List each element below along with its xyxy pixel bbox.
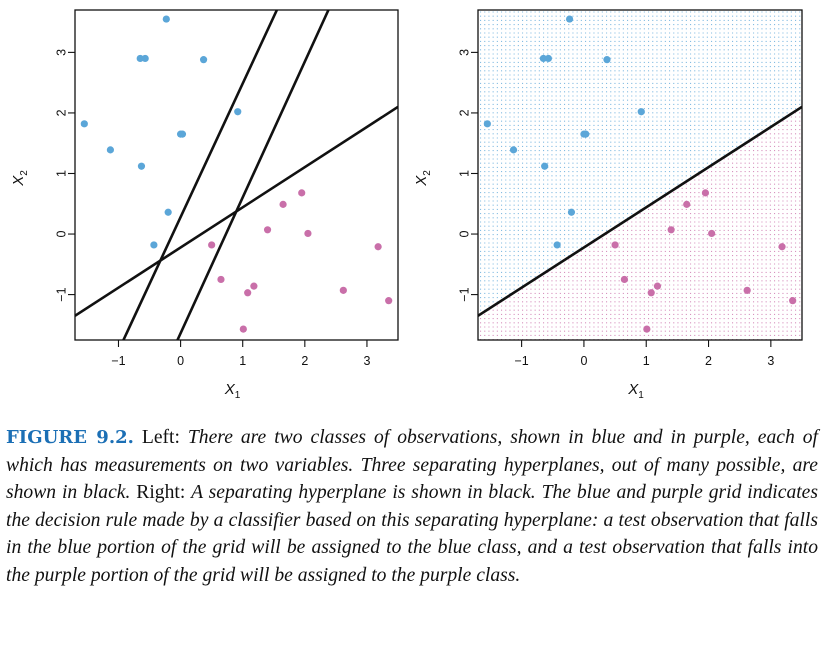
point-purple-3 [264,226,271,233]
plot-frame [75,10,398,340]
x-axis-label-main: X [224,381,235,398]
point-purple-8 [250,283,257,290]
point-purple-5 [208,241,215,248]
y-axis-label-main: X [10,175,27,186]
x-axis-label [627,381,644,401]
point-blue-3 [545,55,552,62]
x-axis-label-main: X [628,381,639,398]
point-purple-12 [643,326,650,333]
point-blue-12 [150,241,157,248]
x-tick-label: −1 [514,354,529,368]
point-blue-8 [179,131,186,138]
plot-right [413,10,802,401]
y-axis-label-subscript: 2 [19,170,30,176]
x-tick-label: 2 [301,354,309,368]
point-purple-11 [385,297,392,304]
x-tick-label: 1 [642,354,650,368]
point-purple-6 [375,243,382,250]
plot-frame [478,10,802,340]
point-blue-3 [142,55,149,62]
point-purple-6 [778,243,785,250]
y-tick-label: 0 [457,230,472,238]
point-blue-11 [568,209,575,216]
x-axis-label [224,381,241,401]
point-purple-2 [683,201,690,208]
x-tick-label: 3 [767,354,775,368]
x-tick-label: −1 [111,354,126,368]
hyperplanes [75,10,398,340]
point-blue-9 [107,146,114,153]
point-blue-10 [541,163,548,170]
point-purple-5 [611,241,618,248]
point-blue-11 [165,209,172,216]
point-blue-8 [582,131,589,138]
point-blue-10 [138,163,145,170]
point-blue-6 [638,108,645,115]
point-purple-4 [708,230,715,237]
point-purple-11 [789,297,796,304]
y-tick-label: 2 [457,109,472,117]
point-blue-6 [234,108,241,115]
point-purple-9 [244,289,251,296]
y-axis-label-main: X [413,175,430,186]
point-purple-8 [654,283,661,290]
caption-right-text: A separating hyperplane is shown in black. The blue and purple grid indicates the decision rule made by a classifier based on this separating hyperplane: a test observation that falls in the blue portion of the grid will be assigned to the blue class, and a test observation that falls into the purple portion of the grid will be assigned to the purple class. [6,482,819,586]
point-blue-1 [566,15,573,22]
point-purple-7 [621,276,628,283]
point-blue-4 [603,56,610,63]
point-blue-9 [510,146,517,153]
x-tick-label: 3 [363,354,371,368]
figure-caption [6,424,818,590]
y-axis-label-subscript: 2 [422,170,433,176]
point-purple-1 [702,189,709,196]
grid-region-blue [480,12,800,314]
point-purple-9 [648,289,655,296]
point-purple-3 [668,226,675,233]
x-tick-label: 0 [177,354,185,368]
point-blue-12 [554,241,561,248]
y-axis [457,49,478,302]
point-purple-4 [304,230,311,237]
x-tick-label: 2 [705,354,713,368]
figure-label: FIGURE 9.2. [6,427,134,448]
y-axis [54,49,75,302]
y-axis-label [10,170,30,187]
x-tick-label: 1 [239,354,247,368]
point-blue-1 [163,15,170,22]
point-purple-10 [744,287,751,294]
series-blue [81,15,242,248]
y-tick-label: 3 [54,48,69,56]
point-blue-5 [484,120,491,127]
point-purple-12 [240,326,247,333]
y-tick-label: 2 [54,109,69,117]
caption-left-label: Left: [133,427,188,448]
y-tick-label: 0 [54,230,69,238]
x-axis [514,340,774,368]
x-axis-label-subscript: 1 [638,390,644,401]
decision-grid [480,12,800,340]
point-purple-2 [279,201,286,208]
caption-left-text: There are two classes of observations, shown in blue and in purple, each of which has measurements on two variables. Three separating hyperplanes, out of many possible, are shown in black. [6,427,818,504]
x-axis-label-subscript: 1 [234,390,241,401]
y-tick-label: 3 [457,48,472,56]
y-tick-label: −1 [457,287,472,302]
y-tick-label: −1 [54,287,69,302]
x-tick-label: 0 [580,354,588,368]
caption-right-label: Right: [130,482,192,504]
x-axis [111,340,370,368]
point-purple-10 [340,287,347,294]
y-tick-label: 1 [54,170,69,177]
y-tick-label: 1 [457,170,472,177]
y-axis-label [413,170,433,187]
point-blue-4 [200,56,207,63]
point-blue-5 [81,120,88,127]
point-purple-7 [217,276,224,283]
point-purple-1 [298,189,305,196]
plot-left [10,10,398,401]
